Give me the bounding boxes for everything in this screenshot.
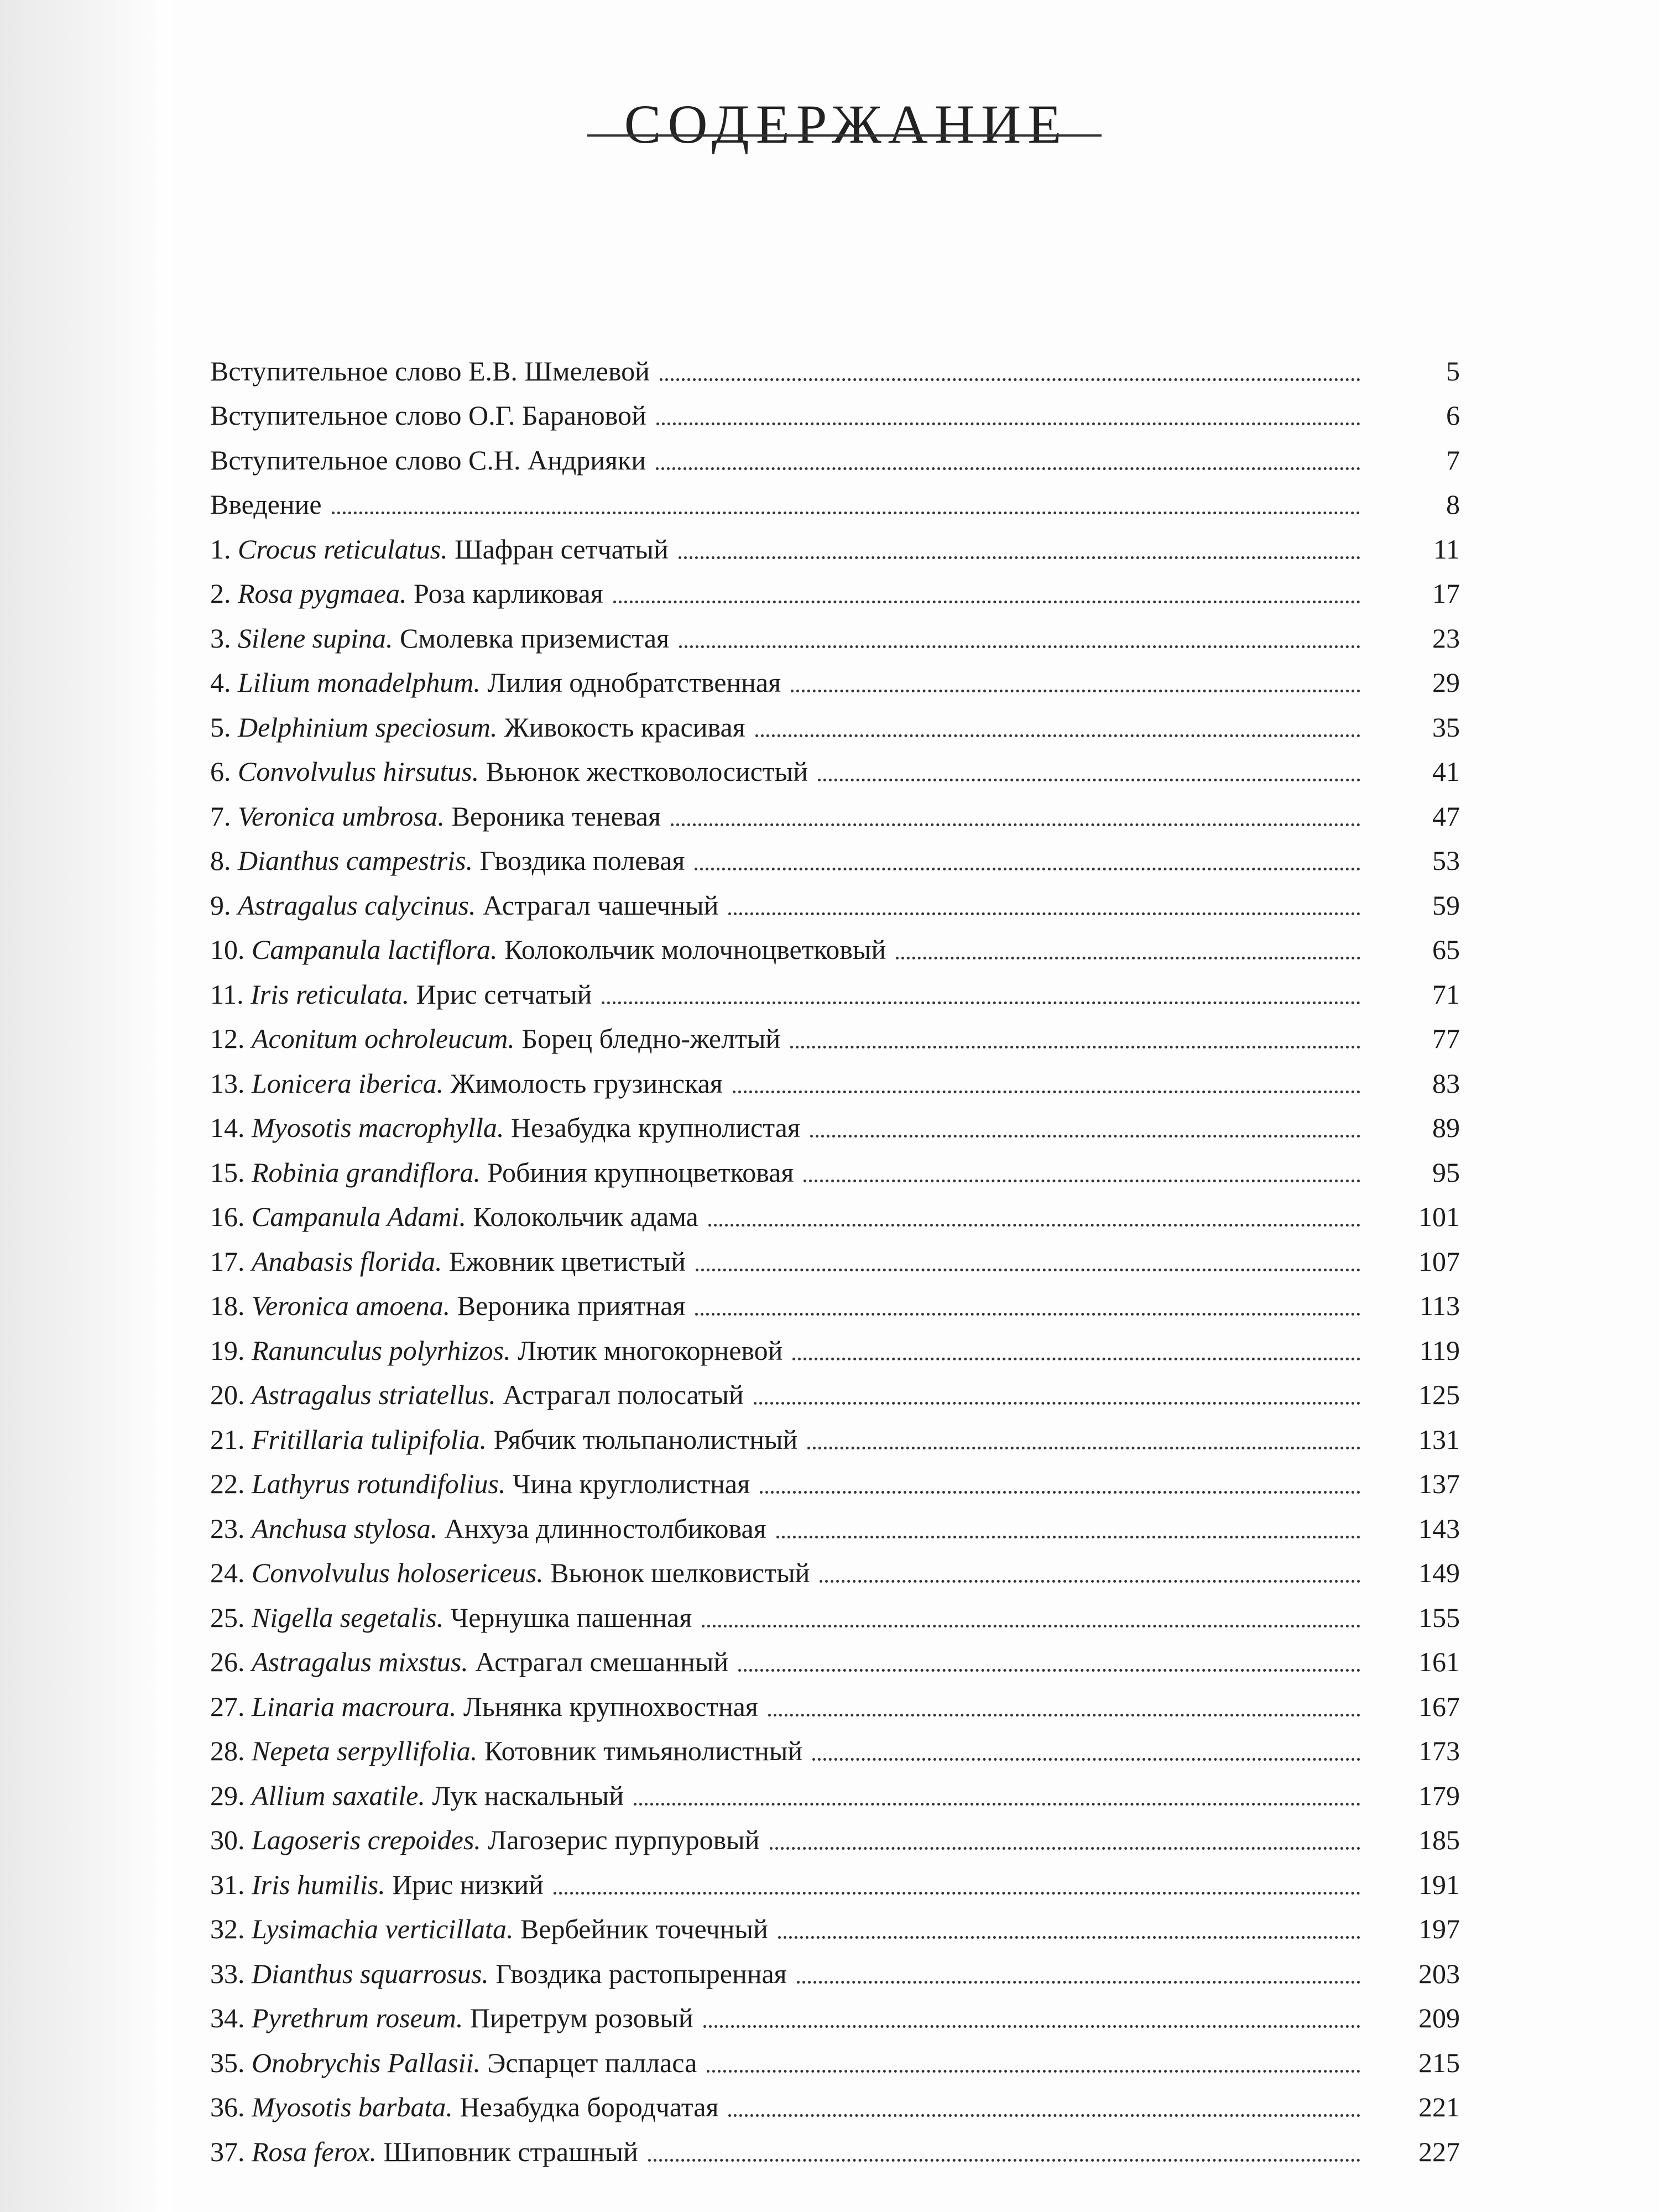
dot-leader xyxy=(708,1224,1360,1227)
toc-entry-latin-name: Astragalus mixstus. xyxy=(252,1646,468,1677)
dot-leader xyxy=(702,1625,1360,1627)
toc-entry xyxy=(210,1189,1460,1234)
dot-leader xyxy=(656,467,1360,470)
toc-entry-latin-name: Ranunculus polyrhizos. xyxy=(252,1334,511,1366)
toc-entry xyxy=(210,1856,1460,1901)
toc-entry xyxy=(210,1411,1460,1456)
toc-entry-title xyxy=(210,711,755,744)
toc-entry-title xyxy=(210,978,602,1011)
dot-leader xyxy=(797,1981,1360,1984)
toc-entry-number: 31. xyxy=(210,1869,245,1900)
toc-page-number: 209 xyxy=(1418,2002,1460,2033)
toc-entry-latin-name: Pyrethrum roseum. xyxy=(252,2002,463,2033)
toc-entry-russian-name: Вероника теневая xyxy=(451,800,661,832)
toc-entry-latin-name: Aconitum ochroleucum. xyxy=(252,1023,515,1054)
dot-leader xyxy=(791,690,1360,692)
toc-entry xyxy=(210,566,1460,611)
toc-entry-title xyxy=(210,1556,820,1589)
toc-entry-russian-name: Незабудка крупнолистая xyxy=(510,1112,800,1143)
toc-page-number: 101 xyxy=(1418,1201,1460,1232)
toc-entry xyxy=(210,521,1460,566)
toc-entry-number: 32. xyxy=(210,1913,245,1944)
toc-entry-number: 36. xyxy=(210,2091,245,2122)
toc-entry-number: 28. xyxy=(210,1735,245,1766)
toc-entry-russian-name: Вьюнок шелковистый xyxy=(550,1557,810,1588)
toc-entry-title xyxy=(210,1912,778,1945)
toc-entry-russian-name: Колокольчик молочноцветковый xyxy=(504,934,886,965)
toc-entry-russian-name: Незабудка бородчатая xyxy=(460,2091,719,2122)
toc-entry xyxy=(210,343,1460,388)
toc-entry-title xyxy=(210,1467,760,1500)
toc-entry-number: 21. xyxy=(210,1423,245,1455)
toc-entry xyxy=(210,1589,1460,1634)
toc-entry-russian-name: Чернушка пашенная xyxy=(450,1601,692,1633)
toc-entry xyxy=(210,388,1460,432)
toc-entry xyxy=(210,2034,1460,2079)
toc-entry-latin-name: Veronica umbrosa. xyxy=(238,800,445,832)
toc-entry xyxy=(210,1278,1460,1323)
toc-entry xyxy=(210,655,1460,700)
toc-entry-latin-name: Nigella segetalis. xyxy=(252,1601,444,1633)
dot-leader xyxy=(679,645,1360,648)
toc-page-number: 6 xyxy=(1446,400,1460,431)
toc-entry-number: 22. xyxy=(210,1468,245,1499)
dot-leader xyxy=(707,2070,1360,2073)
dot-leader xyxy=(818,779,1360,781)
toc-entry-russian-name: Лилия однобратственная xyxy=(487,667,781,698)
toc-entry-latin-name: Convolvulus holosericeus. xyxy=(252,1557,544,1588)
toc-entry-title xyxy=(210,1512,776,1545)
toc-entry-number: 5. xyxy=(210,711,231,743)
dot-leader xyxy=(776,1536,1360,1538)
toc-entry xyxy=(210,1500,1460,1545)
toc-page-number: 107 xyxy=(1418,1245,1460,1277)
dot-leader xyxy=(602,1001,1360,1004)
toc-entry-number: 9. xyxy=(210,889,231,921)
toc-page-number: 191 xyxy=(1418,1869,1460,1900)
dot-leader xyxy=(812,1758,1360,1761)
toc-entry xyxy=(210,2124,1460,2168)
toc-entry-russian-name: Рябчик тюльпанолистный xyxy=(493,1423,798,1455)
toc-entry-number: 3. xyxy=(210,622,231,654)
toc-entry xyxy=(210,1901,1460,1946)
toc-entry-number: 8. xyxy=(210,845,231,876)
dot-leader xyxy=(696,1269,1360,1271)
toc-page-number: 53 xyxy=(1432,845,1460,876)
toc-entry xyxy=(210,610,1460,655)
toc-entry-title xyxy=(210,2135,648,2168)
toc-entry-russian-name: Котовник тимьянолистный xyxy=(484,1735,803,1766)
toc-entry-russian-name: Смолевка приземистая xyxy=(400,622,670,654)
toc-entry-title xyxy=(210,1111,810,1144)
dot-leader xyxy=(792,1358,1360,1360)
toc-entry-latin-name: Lathyrus rotundifolius. xyxy=(252,1468,506,1499)
toc-entry-number: 35. xyxy=(210,2047,245,2078)
toc-entry xyxy=(210,966,1460,1011)
toc-page-number: 8 xyxy=(1446,489,1460,520)
toc-entry-russian-name: Жимолость грузинская xyxy=(450,1067,723,1099)
toc-entry-number: 19. xyxy=(210,1334,245,1366)
toc-page-number: 137 xyxy=(1418,1468,1460,1499)
toc-page-number: 89 xyxy=(1432,1112,1460,1143)
toc-entry xyxy=(210,1634,1460,1679)
toc-entry-latin-name: Nepeta serpyllifolia. xyxy=(252,1735,478,1766)
dot-leader xyxy=(760,1491,1360,1494)
toc-entry-number: 29. xyxy=(210,1780,245,1811)
toc-entry-russian-name: Борец бледно-желтый xyxy=(521,1023,781,1054)
toc-entry-title xyxy=(210,1957,797,1990)
toc-page-number: 17 xyxy=(1432,578,1460,609)
toc-entry-number: 18. xyxy=(210,1290,245,1321)
toc-entry-title xyxy=(210,1734,812,1767)
toc-entry-number: 11. xyxy=(210,978,244,1010)
toc-entry-russian-name: Робиния крупноцветковая xyxy=(487,1156,794,1188)
toc-entry-latin-name: Lilium monadelphum. xyxy=(238,667,481,698)
toc-entry-russian-name: Вербейник точечный xyxy=(520,1913,768,1944)
toc-entry-russian-name: Вероника приятная xyxy=(457,1290,686,1321)
toc-entry xyxy=(210,833,1460,878)
toc-entry xyxy=(210,1812,1460,1857)
toc-page-number: 179 xyxy=(1418,1780,1460,1811)
toc-entry-title xyxy=(210,577,613,610)
toc-entry-number: 34. xyxy=(210,2002,245,2033)
dot-leader xyxy=(896,957,1360,959)
toc-entry-title xyxy=(210,1200,708,1233)
toc-entry-title xyxy=(210,1645,738,1678)
toc-entry-russian-name: Колокольчик адама xyxy=(473,1201,698,1232)
toc-entry-title xyxy=(210,666,791,699)
dot-leader xyxy=(634,1803,1360,1806)
toc-entry-latin-name: Rosa ferox. xyxy=(252,2136,377,2167)
toc-page-number: 143 xyxy=(1418,1512,1460,1544)
toc-entry-number: 20. xyxy=(210,1379,245,1410)
toc-entry-russian-name: Лютик многокорневой xyxy=(518,1334,783,1366)
toc-entry-number: 7. xyxy=(210,800,231,832)
toc-entry-russian-name: Живокость красивая xyxy=(504,711,745,743)
toc-entry-number: 1. xyxy=(210,533,231,565)
toc-entry-russian-name: Пиретрум розовый xyxy=(469,2002,693,2033)
toc-entry xyxy=(210,744,1460,789)
toc-entry-title xyxy=(210,399,656,432)
toc-entry-russian-name: Шафран сетчатый xyxy=(455,533,669,565)
toc-entry xyxy=(210,788,1460,833)
toc-entry-title xyxy=(210,2090,728,2124)
toc-entry-russian-name: Лагозерис пурпуровый xyxy=(488,1824,760,1855)
toc-entry xyxy=(210,1945,1460,1990)
toc-entry xyxy=(210,2079,1460,2124)
toc-entry-russian-name: Льнянка крупнохвостная xyxy=(463,1691,758,1722)
toc-entry-title xyxy=(210,1289,695,1322)
toc-entry-title xyxy=(210,488,332,521)
toc-entry-number: 33. xyxy=(210,1958,245,1989)
toc-page-number: 167 xyxy=(1418,1691,1460,1722)
toc-entry-title xyxy=(210,1022,790,1055)
toc-page-number: 41 xyxy=(1432,756,1460,787)
dot-leader xyxy=(332,512,1360,514)
toc-entry-number: 4. xyxy=(210,667,231,698)
toc-entry-number: 6. xyxy=(210,756,231,787)
toc-entry xyxy=(210,1055,1460,1100)
toc-entry-number: 23. xyxy=(210,1512,245,1544)
toc-entry-latin-name: Dianthus squarrosus. xyxy=(252,1958,489,1989)
toc-entry-latin-name: Silene supina. xyxy=(238,622,393,654)
toc-entry-latin-name: Iris reticulata. xyxy=(251,978,410,1010)
toc-entry-latin-name: Iris humilis. xyxy=(252,1869,385,1900)
toc-page-number: 29 xyxy=(1432,667,1460,698)
toc-entry-latin-name: Onobrychis Pallasii. xyxy=(252,2047,481,2078)
toc-entry-title xyxy=(210,2046,707,2079)
toc-entry xyxy=(210,699,1460,744)
dot-leader xyxy=(768,1714,1360,1717)
toc-entry-russian-name: Роза карликовая xyxy=(414,578,603,609)
toc-page-number: 227 xyxy=(1418,2136,1460,2167)
dot-leader xyxy=(703,2025,1360,2028)
dot-leader xyxy=(807,1447,1360,1449)
toc-entry-number: 15. xyxy=(210,1156,245,1188)
toc-entry-latin-name: Astragalus calycinus. xyxy=(238,889,476,921)
toc-entry-title xyxy=(210,889,728,922)
toc-page-number: 197 xyxy=(1418,1913,1460,1944)
toc-entry xyxy=(210,1456,1460,1501)
toc-entry-title xyxy=(210,1823,770,1856)
toc-page-number: 173 xyxy=(1418,1735,1460,1766)
toc-entry-number: 26. xyxy=(210,1646,245,1677)
toc-page-number: 23 xyxy=(1432,622,1460,654)
toc-entry-russian-name: Шиповник страшный xyxy=(383,2136,638,2167)
dot-leader xyxy=(656,422,1360,425)
toc-entry-number: 37. xyxy=(210,2136,245,2167)
toc-entry-russian-name: Астрагал полосатый xyxy=(503,1379,744,1410)
toc-entry-latin-name: Anabasis florida. xyxy=(252,1245,442,1277)
toc-entry-title xyxy=(210,354,660,388)
toc-entry-title xyxy=(210,444,656,477)
toc-entry-number: 30. xyxy=(210,1824,245,1855)
toc-entry xyxy=(210,1233,1460,1278)
page-title: СОДЕРЖАНИЕ xyxy=(624,93,1068,155)
dot-leader xyxy=(820,1580,1360,1583)
toc-entry-russian-name: Ежовник цветистый xyxy=(448,1245,686,1277)
toc-entry-russian-name: Лук наскальный xyxy=(432,1780,624,1811)
toc-entry-number: 16. xyxy=(210,1201,245,1232)
toc-page-number: 155 xyxy=(1418,1601,1460,1633)
dot-leader xyxy=(671,823,1360,826)
toc-entry-latin-name: Delphinium speciosum. xyxy=(238,711,498,743)
toc-entry-latin-name: Dianthus campestris. xyxy=(238,845,473,876)
toc-entry-number: 24. xyxy=(210,1557,245,1588)
toc-entry-title xyxy=(210,1334,792,1367)
toc-entry-title xyxy=(210,933,896,966)
toc-entry-russian-name: Вступительное слово Е.В. Шмелевой xyxy=(210,355,650,387)
dot-leader xyxy=(695,868,1360,870)
toc-entry-russian-name: Астрагал чашечный xyxy=(483,889,719,921)
toc-entry xyxy=(210,1545,1460,1590)
dot-leader xyxy=(660,378,1360,381)
toc-entry-latin-name: Rosa pygmaea. xyxy=(238,578,407,609)
toc-entry xyxy=(210,1100,1460,1145)
dot-leader xyxy=(679,556,1360,559)
table-of-contents xyxy=(210,343,1460,2168)
toc-page-number: 215 xyxy=(1418,2047,1460,2078)
toc-entry-latin-name: Allium saxatile. xyxy=(252,1780,425,1811)
dot-leader xyxy=(695,1313,1360,1316)
toc-entry-number: 14. xyxy=(210,1112,245,1143)
toc-page-number: 35 xyxy=(1432,711,1460,743)
toc-entry-title xyxy=(210,1156,804,1189)
toc-entry-russian-name: Гвоздика полевая xyxy=(479,845,685,876)
toc-entry-latin-name: Veronica amoena. xyxy=(252,1290,451,1321)
toc-entry-latin-name: Lonicera iberica. xyxy=(252,1067,444,1099)
toc-entry-title xyxy=(210,1690,768,1723)
toc-entry-title xyxy=(210,1423,807,1456)
toc-entry xyxy=(210,1678,1460,1723)
toc-entry-latin-name: Myosotis barbata. xyxy=(252,2091,453,2122)
toc-entry xyxy=(210,1990,1460,2035)
toc-entry-number: 17. xyxy=(210,1245,245,1277)
title-underline xyxy=(587,134,1102,137)
toc-entry-title xyxy=(210,1378,754,1411)
toc-entry-latin-name: Convolvulus hirsutus. xyxy=(238,756,479,787)
toc-page-number: 95 xyxy=(1432,1156,1460,1188)
toc-entry-title xyxy=(210,844,695,877)
toc-entry xyxy=(210,1367,1460,1412)
toc-entry-russian-name: Ирис сетчатый xyxy=(416,978,592,1010)
toc-entry xyxy=(210,1723,1460,1768)
toc-entry-russian-name: Ирис низкий xyxy=(392,1869,544,1900)
toc-entry xyxy=(210,1011,1460,1056)
toc-page-number: 149 xyxy=(1418,1557,1460,1588)
toc-page-number: 119 xyxy=(1419,1334,1460,1366)
toc-page-number: 11 xyxy=(1433,533,1460,565)
dot-leader xyxy=(728,912,1360,915)
toc-entry-title xyxy=(210,1067,733,1100)
toc-entry-title xyxy=(210,1868,554,1901)
toc-entry-title xyxy=(210,622,679,655)
dot-leader xyxy=(648,2159,1360,2162)
toc-entry-latin-name: Fritillaria tulipifolia. xyxy=(252,1423,487,1455)
toc-entry-title xyxy=(210,755,818,788)
page-gutter-shadow xyxy=(0,0,171,2212)
toc-entry-russian-name: Чина круглолистная xyxy=(512,1468,750,1499)
toc-entry-latin-name: Crocus reticulatus. xyxy=(238,533,448,565)
toc-entry-title xyxy=(210,800,671,833)
toc-entry xyxy=(210,1144,1460,1189)
toc-page-number: 7 xyxy=(1446,444,1460,476)
toc-entry-russian-name: Введение xyxy=(210,489,322,520)
toc-page-number: 131 xyxy=(1418,1423,1460,1455)
toc-entry-russian-name: Вступительное слово О.Г. Барановой xyxy=(210,400,646,431)
toc-entry-number: 27. xyxy=(210,1691,245,1722)
toc-entry-latin-name: Lagoseris crepoides. xyxy=(252,1824,481,1855)
toc-entry-title xyxy=(210,1779,634,1812)
dot-leader xyxy=(733,1091,1360,1093)
toc-entry-latin-name: Lysimachia verticillata. xyxy=(252,1913,514,1944)
toc-entry-latin-name: Linaria macroura. xyxy=(252,1691,457,1722)
dot-leader xyxy=(804,1180,1360,1182)
dot-leader xyxy=(754,1402,1360,1405)
toc-page-number: 59 xyxy=(1432,889,1460,921)
toc-page-number: 203 xyxy=(1418,1958,1460,1989)
toc-entry-russian-name: Астрагал смешанный xyxy=(475,1646,729,1677)
toc-entry-latin-name: Astragalus striatellus. xyxy=(252,1379,496,1410)
dot-leader xyxy=(613,601,1360,603)
toc-entry-title xyxy=(210,533,679,566)
toc-entry xyxy=(210,922,1460,967)
toc-entry xyxy=(210,877,1460,922)
toc-entry xyxy=(210,1767,1460,1812)
dot-leader xyxy=(790,1046,1360,1048)
toc-entry-latin-name: Campanula Adami. xyxy=(252,1201,466,1232)
toc-entry-title xyxy=(210,2001,703,2034)
toc-entry xyxy=(210,1322,1460,1367)
toc-page-number: 47 xyxy=(1432,800,1460,832)
toc-entry-russian-name: Вьюнок жестковолосистый xyxy=(486,756,808,787)
toc-entry-latin-name: Anchusa stylosa. xyxy=(252,1512,438,1544)
dot-leader xyxy=(738,1669,1360,1672)
toc-entry-latin-name: Myosotis macrophylla. xyxy=(252,1112,504,1143)
toc-page-number: 65 xyxy=(1432,934,1460,965)
toc-page-number: 77 xyxy=(1432,1023,1460,1054)
toc-entry-number: 13. xyxy=(210,1067,245,1099)
toc-page-number: 71 xyxy=(1432,978,1460,1010)
dot-leader xyxy=(778,1936,1360,1939)
dot-leader xyxy=(810,1135,1360,1138)
toc-page-number: 113 xyxy=(1419,1290,1460,1321)
toc-entry-latin-name: Campanula lactiflora. xyxy=(252,934,498,965)
toc-entry-russian-name: Эспарцет палласа xyxy=(487,2047,697,2078)
toc-entry-title xyxy=(210,1601,702,1634)
toc-entry-title xyxy=(210,1245,696,1278)
toc-entry xyxy=(210,432,1460,477)
dot-leader xyxy=(728,2114,1360,2117)
toc-page-number: 161 xyxy=(1418,1646,1460,1677)
toc-page-number: 5 xyxy=(1446,355,1460,387)
toc-entry-number: 25. xyxy=(210,1601,245,1633)
dot-leader xyxy=(770,1847,1360,1850)
toc-page-number: 185 xyxy=(1418,1824,1460,1855)
toc-entry-latin-name: Robinia grandiflora. xyxy=(252,1156,481,1188)
toc-entry-russian-name: Вступительное слово С.Н. Андрияки xyxy=(210,444,646,476)
dot-leader xyxy=(755,734,1360,737)
toc-entry-russian-name: Гвоздика растопыренная xyxy=(495,1958,787,1989)
toc-entry xyxy=(210,477,1460,521)
toc-entry-number: 12. xyxy=(210,1023,245,1054)
dot-leader xyxy=(554,1892,1360,1895)
toc-entry-russian-name: Анхуза длинностолбиковая xyxy=(444,1512,766,1544)
toc-entry-number: 10. xyxy=(210,934,245,965)
toc-page-number: 125 xyxy=(1418,1379,1460,1410)
toc-entry-number: 2. xyxy=(210,578,231,609)
toc-page-number: 221 xyxy=(1418,2091,1460,2122)
toc-page-number: 83 xyxy=(1432,1067,1460,1099)
